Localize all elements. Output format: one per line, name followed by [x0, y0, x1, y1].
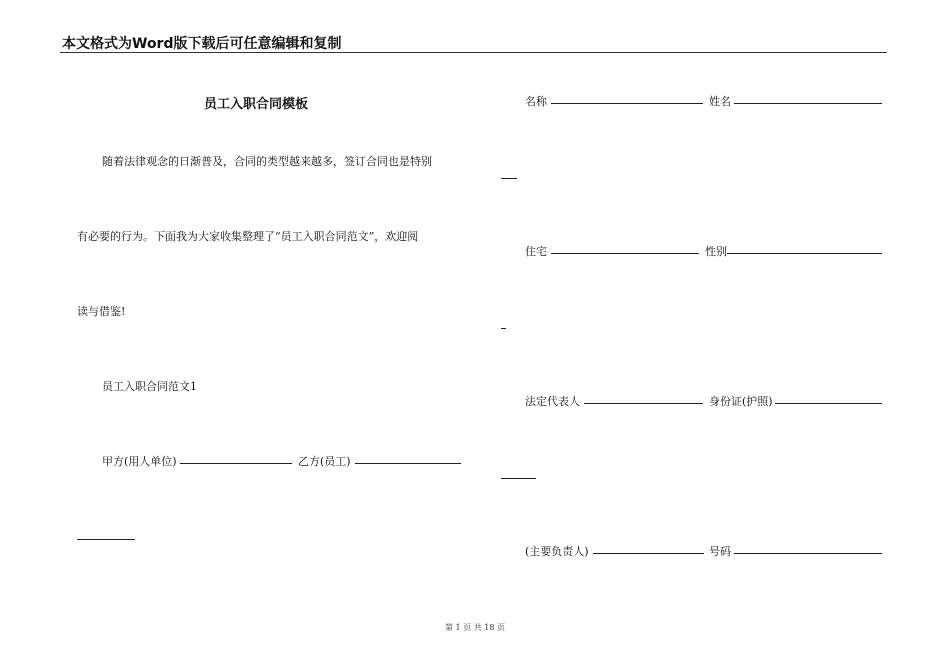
residence-blank	[551, 253, 699, 254]
gender-label: 性别	[705, 245, 727, 258]
principal-blank	[593, 553, 704, 554]
id-blank	[775, 403, 882, 404]
number-label: 号码	[709, 545, 731, 558]
number-blank	[734, 553, 882, 554]
name-label: 名称	[525, 95, 547, 108]
person-name-blank-continued	[501, 178, 517, 179]
intro-line-3: 读与借鉴!	[77, 305, 126, 318]
name-blank	[551, 103, 703, 104]
gender-blank-continued	[501, 328, 506, 329]
header-divider	[60, 52, 887, 53]
intro-line-1: 随着法律观念的日渐普及，合同的类型越来越多，签订合同也是特别	[102, 155, 432, 168]
legal-rep-blank	[584, 403, 703, 404]
party-b-label: 乙方(员工)	[298, 455, 351, 468]
party-a-blank	[180, 463, 292, 464]
party-b-blank	[355, 463, 461, 464]
residence-label: 住宅	[525, 245, 547, 258]
intro-line-2: 有必要的行为。下面我为大家收集整理了“员工入职合同范文”，欢迎阅	[77, 230, 419, 243]
page-number: 第 1 页 共 18 页	[445, 623, 505, 632]
person-name-label: 姓名	[709, 95, 731, 108]
gender-blank	[727, 253, 882, 254]
section-heading: 员工入职合同范文1	[102, 380, 197, 393]
party-a-label: 甲方(用人单位)	[102, 455, 177, 468]
legal-rep-label: 法定代表人	[525, 395, 580, 408]
party-b-blank-continued	[77, 539, 135, 540]
id-blank-continued	[501, 478, 536, 479]
document-title: 员工入职合同模板	[204, 97, 309, 112]
id-label: 身份证(护照)	[709, 395, 773, 408]
principal-label: (主要负责人)	[525, 545, 589, 558]
person-name-blank	[734, 103, 882, 104]
document-header-title: 本文格式为Word版下载后可任意编辑和复制	[62, 36, 342, 52]
